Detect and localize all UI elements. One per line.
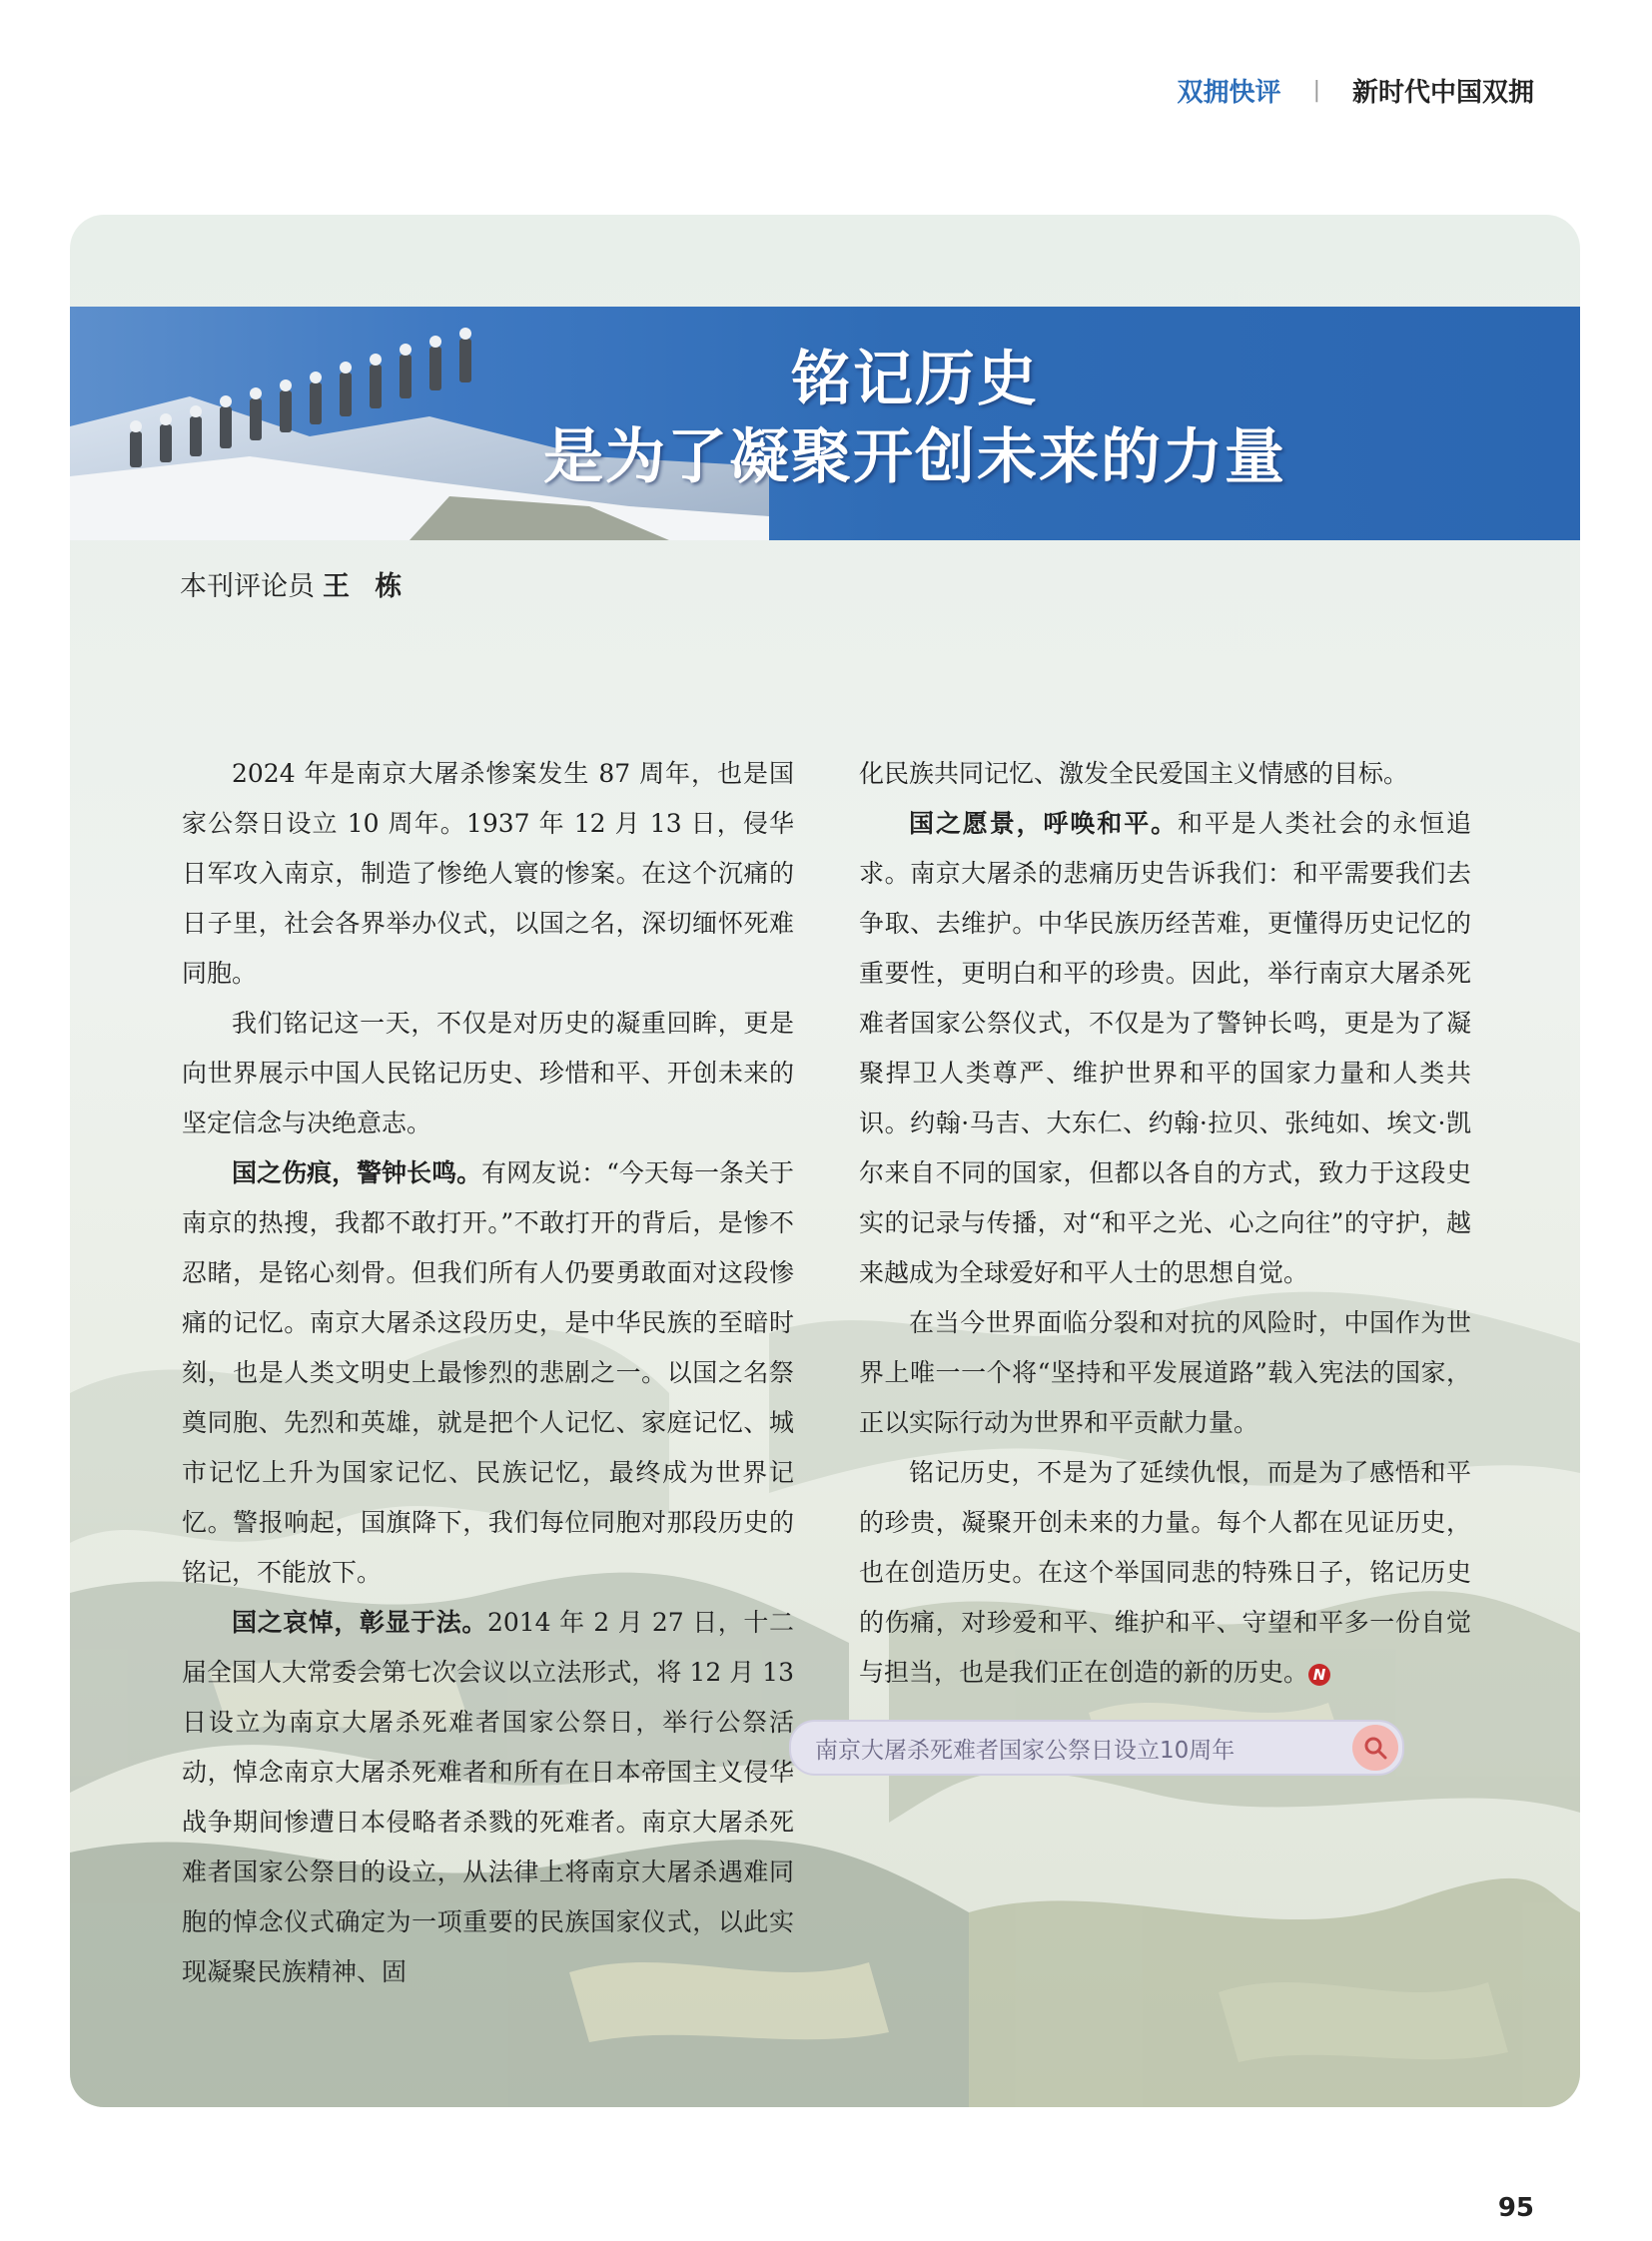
- paragraph-text: 和平是人类社会的永恒追求。南京大屠杀的悲痛历史告诉我们：和平需要我们去争取、去维护。中华民族历经苦难，更懂得历史记忆的重要性，更明白和平的珍贵。因此，举行南京大屠杀死难者国家公祭仪式，不仅是为了警钟长鸣，更是为了凝聚捍卫人类尊严、维护世界和平的国家力量和人类共识。约翰·马吉、大东仁、约翰·拉贝、张纯如、埃文·凯尔来自不同的国家，但都以各自的方式，致力于这段史实的记录与传播，对“和平之光、心之向往”的守护，越来越成为全球爱好和平人士的思想自觉。: [859, 809, 1471, 1287]
- paragraph: [182, 749, 794, 999]
- lead-heading: 国之哀悼，彰显于法。: [232, 1608, 487, 1637]
- paragraph-text: 铭记历史，不是为了延续仇恨，而是为了感悟和平的珍贵，凝聚开创未来的力量。每个人都在见证历史，也在创造历史。在这个举国同悲的特殊日子，铭记历史的伤痛，对珍爱和平、维护和平、守望和平多一份自觉与担当，也是我们正在创造的新的历史。: [859, 1458, 1471, 1687]
- paragraph-text: 2024 年是南京大屠杀惨案发生 87 周年，也是国家公祭日设立 10 周年。1937 年 12 月 13 日，侵华日军攻入南京，制造了惨绝人寰的惨案。在这个沉痛的日子里，社会各界举办仪式，以国之名，深切缅怀死难同胞。: [182, 759, 794, 988]
- paragraph-text: 2014 年 2 月 27 日，十二届全国人大常委会第七次会议以立法形式，将 12 月 13 日设立为南京大屠杀死难者国家公祭日，举行公祭活动，悼念南京大屠杀死难者和所有在日本帝国主义侵华战争期间惨遭日本侵略者杀戮的死难者。南京大屠杀死难者国家公祭日的设立，从法律上将南京大屠杀遇难同胞的悼念仪式确定为一项重要的民族国家仪式，以此实现凝聚民族精神、固: [182, 1608, 794, 1986]
- article-card: [70, 215, 1580, 2107]
- title-line-2: 是为了凝聚开创未来的力量: [543, 422, 1286, 492]
- left-column: [182, 749, 794, 1997]
- paragraph-text: 在当今世界面临分裂和对抗的风险时，中国作为世界上唯一一个将“坚持和平发展道路”载入宪法的国家，正以实际行动为世界和平贡献力量。: [859, 1308, 1471, 1437]
- magnifier-glyph: [1362, 1735, 1388, 1761]
- page-number: 95: [1497, 2193, 1534, 2223]
- title-banner: [70, 307, 1580, 540]
- paragraph: [859, 799, 1471, 1298]
- paragraph: [859, 1298, 1471, 1448]
- paragraph-text: 化民族共同记忆、激发全民爱国主义情感的目标。: [859, 759, 1409, 788]
- end-mark-icon: N: [1308, 1664, 1330, 1686]
- author-name: 王 栋: [323, 571, 411, 602]
- paragraph: [182, 999, 794, 1148]
- paragraph-text: 有网友说：“今天每一条关于南京的热搜，我都不敢打开。”不敢打开的背后，是惨不忍睹，是铭心刻骨。但我们所有人仍要勇敢面对这段惨痛的记忆。南京大屠杀这段历史，是中华民族的至暗时刻，也是人类文明史上最惨烈的悲剧之一。以国之名祭奠同胞、先烈和英雄，就是把个人记忆、家庭记忆、城市记忆上升为国家记忆、民族记忆，最终成为世界记忆。警报响起，国旗降下，我们每位同胞对那段历史的铭记，不能放下。: [182, 1158, 794, 1587]
- lead-heading: 国之伤痕，警钟长鸣。: [232, 1158, 482, 1187]
- byline: [180, 564, 410, 603]
- article-title: [250, 341, 1580, 496]
- section-name: 新时代中国双拥: [1351, 78, 1534, 108]
- paragraph: [182, 1598, 794, 1997]
- title-line-1: 铭记历史: [791, 345, 1039, 414]
- running-header: [1178, 72, 1534, 109]
- paragraph: [859, 1448, 1471, 1698]
- lead-heading: 国之愿景，呼唤和平。: [909, 809, 1178, 838]
- header-separator: |: [1312, 78, 1320, 103]
- right-column: [859, 749, 1471, 1698]
- paragraph-text: 我们铭记这一天，不仅是对历史的凝重回眸，更是向世界展示中国人民铭记历史、珍惜和平、开创未来的坚定信念与决绝意志。: [182, 1009, 794, 1137]
- column-name: 双拥快评: [1177, 78, 1281, 108]
- paragraph: [182, 1148, 794, 1598]
- byline-role: 本刊评论员: [180, 571, 315, 602]
- search-icon[interactable]: [1352, 1725, 1398, 1771]
- paragraph-continuation: [859, 749, 1471, 799]
- search-bar[interactable]: [789, 1720, 1404, 1776]
- search-query[interactable]: 南京大屠杀死难者国家公祭日设立10周年: [815, 1737, 1236, 1764]
